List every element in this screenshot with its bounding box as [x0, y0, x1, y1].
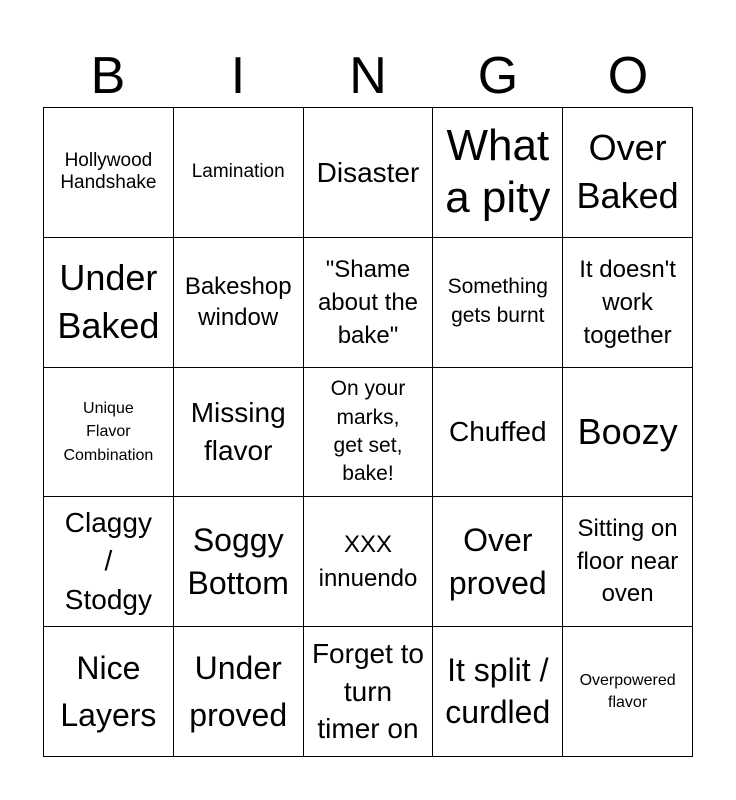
cell-text: It doesn't work together [579, 255, 676, 349]
cell-text: Under Baked [57, 256, 160, 347]
cell-text: Lamination [191, 161, 285, 183]
cell-text: Claggy / Stodgy [64, 506, 152, 616]
header-letter-n: N [349, 47, 387, 105]
bingo-cell[interactable] [44, 108, 174, 238]
cell-text: Sitting on floor near oven [576, 515, 679, 607]
cell-text: Under proved [189, 650, 288, 733]
bingo-cell[interactable] [304, 497, 434, 627]
cell-text: Unique Flavor Combination [63, 400, 154, 464]
bingo-cell[interactable] [44, 497, 174, 627]
bingo-cell[interactable] [563, 368, 693, 498]
bingo-cell[interactable] [174, 497, 304, 627]
bingo-cell[interactable] [304, 108, 434, 238]
cell-text: Chuffed [449, 416, 547, 448]
bingo-cell[interactable] [44, 627, 174, 757]
bingo-grid [43, 107, 693, 757]
cell-text: Missing flavor [190, 397, 286, 466]
bingo-cell[interactable] [563, 108, 693, 238]
cell-text: "Shame about the bake" [317, 255, 419, 349]
cell-text: Bakeshop window [184, 273, 292, 332]
bingo-cell[interactable] [304, 238, 434, 368]
cell-text: Hollywood Handshake [60, 149, 157, 194]
bingo-header [43, 46, 693, 106]
cell-text: XXX innuendo [318, 531, 418, 592]
cell-text: Forget to turn timer on [311, 637, 425, 745]
bingo-cell[interactable] [174, 368, 304, 498]
header-letter-b: B [90, 47, 126, 105]
header-letter-g: G [477, 47, 519, 105]
bingo-cell[interactable] [433, 368, 563, 498]
bingo-cell[interactable] [433, 627, 563, 757]
bingo-cell[interactable] [174, 238, 304, 368]
cell-text: Soggy Bottom [187, 521, 289, 601]
cell-text: Overpowered flavor [579, 672, 676, 711]
bingo-cell[interactable] [304, 627, 434, 757]
header-letter-i: I [230, 47, 246, 105]
bingo-cell[interactable] [44, 368, 174, 498]
cell-text: Disaster [316, 156, 420, 188]
cell-text: Over proved [448, 521, 547, 601]
cell-text: It split / curdled [445, 652, 551, 730]
bingo-cell[interactable] [563, 238, 693, 368]
bingo-cell[interactable] [44, 238, 174, 368]
bingo-cell[interactable] [563, 627, 693, 757]
header-letter-o: O [607, 47, 649, 105]
cell-text: Nice Layers [60, 650, 157, 733]
cell-text: Something gets burnt [447, 275, 548, 328]
cell-text: Boozy [577, 410, 678, 452]
bingo-cell[interactable] [304, 368, 434, 498]
bingo-cell[interactable] [174, 108, 304, 238]
cell-text: Over Baked [576, 126, 679, 217]
cell-text: On your marks, get set, bake! [330, 377, 406, 486]
bingo-cell[interactable] [433, 497, 563, 627]
bingo-cell[interactable] [563, 497, 693, 627]
bingo-cell[interactable] [433, 238, 563, 368]
bingo-cell[interactable] [433, 108, 563, 238]
cell-text: What a pity [445, 121, 551, 223]
bingo-cell[interactable] [174, 627, 304, 757]
